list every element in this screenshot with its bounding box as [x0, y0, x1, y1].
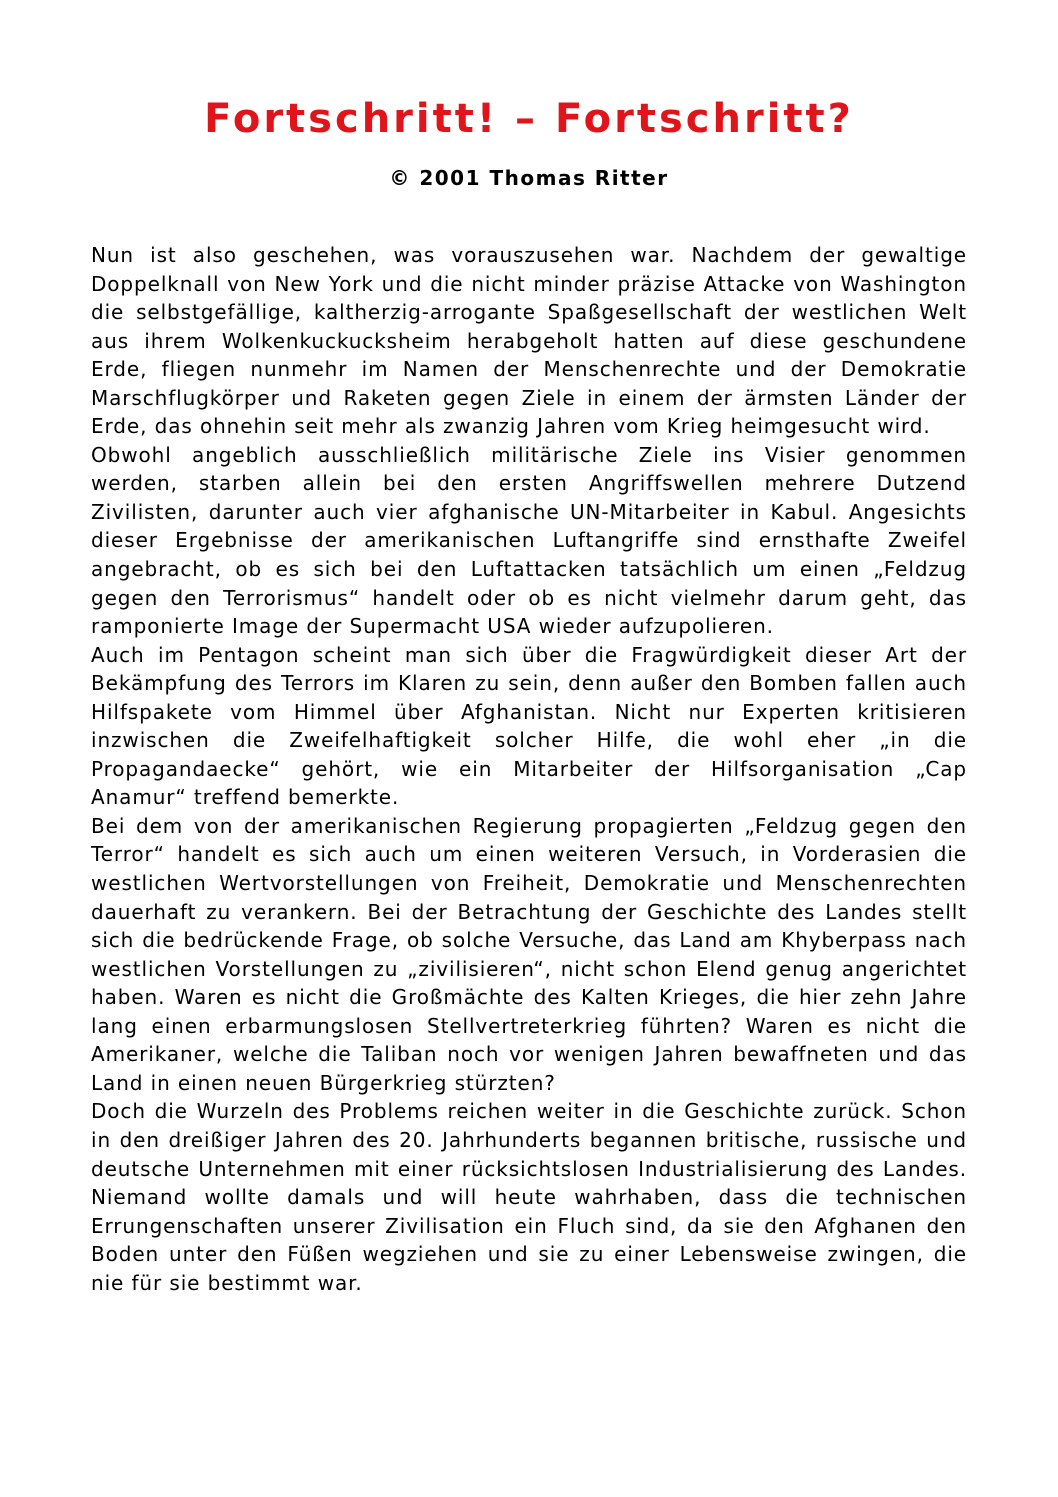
paragraph: Bei dem von der amerikanischen Regierung propagierten „Feldzug gegen den Terror“ handelt es sich auch um einen weiteren Versuch, in Vorderasien die westlichen Wertvorstellungen von Freiheit, Demokratie und Menschenrechten dauerhaft zu verankern. Bei der Betrachtung der Geschichte des Landes stellt sich die bedrückende Frage, ob solche Versuche, das Land am Khyberpass nach westlichen Vorstellungen zu „zivilisieren“, nicht schon Elend genug angerichtet haben. Waren es nicht die Großmächte des Kalten Krieges, die hier zehn Jahre lang einen erbarmungslosen Stellvertreterkrieg führten? Waren es nicht die Amerikaner, welche die Taliban noch vor wenigen Jahren bewaffneten und das Land in einen neuen Bürgerkrieg stürzten? — [91, 813, 967, 1095]
paragraph: Obwohl angeblich ausschließlich militärische Ziele ins Visier genommen werden, starben allein bei den ersten Angriffswellen mehrere Dutzend Zivilisten, darunter auch vier afghanische UN-Mitarbeiter in Kabul. Angesichts dieser Ergebnisse der amerikanischen Luftangriffe sind ernsthafte Zweifel angebracht, ob es sich bei den Luftattacken tatsächlich um einen „Feldzug gegen den Terrorismus“ handelt oder ob es nicht vielmehr darum geht, das ramponierte Image der Supermacht USA wieder aufzupolieren. — [91, 442, 967, 639]
copyright-line: © 2001 Thomas Ritter — [389, 166, 669, 190]
document-title: Fortschritt! – Fortschritt? — [204, 96, 854, 142]
paragraph: Auch im Pentagon scheint man sich über die Fragwürdigkeit dieser Art der Bekämpfung des Terrors im Klaren zu sein, denn außer den Bomben fallen auch Hilfspakete vom Himmel über Afghanistan. Nicht nur Experten kritisieren inzwischen die Zweifelhaftigkeit solcher Hilfe, die wohl eher „in die Propagandaecke“ gehört, wie ein Mitarbeiter der Hilfsorganisation „Cap Anamur“ treffend bemerkte. — [91, 642, 967, 810]
paragraph: Nun ist also geschehen, was vorauszusehen war. Nachdem der gewaltige Doppelknall von New York und die nicht minder präzise Attacke von Washington die selbstgefällige, kaltherzig-arrogante Spaßgesellschaft der westlichen Welt aus ihrem Wolkenkuckucksheim herabgeholt hatten auf diese geschundene Erde, fliegen nunmehr im Namen der Menschenrechte und der Demokratie Marschflugkörper und Raketen gegen Ziele in einem der ärmsten Länder der Erde, das ohnehin seit mehr als zwanzig Jahren vom Krieg heimgesucht wird. — [91, 243, 967, 439]
document-body — [91, 241, 967, 1297]
paragraph: Doch die Wurzeln des Problems reichen weiter in die Geschichte zurück. Schon in den dreißiger Jahren des 20. Jahrhunderts begannen britische, russische und deutsche Unternehmen mit einer rücksichtslosen Industrialisierung des Landes. Niemand wollte damals und will heute wahrhaben, dass die technischen Errungenschaften unserer Zivilisation ein Fluch sind, da sie den Afghanen den Boden unter den Füßen wegziehen und sie zu einer Lebensweise zwingen, die nie für sie bestimmt war. — [91, 1099, 967, 1295]
